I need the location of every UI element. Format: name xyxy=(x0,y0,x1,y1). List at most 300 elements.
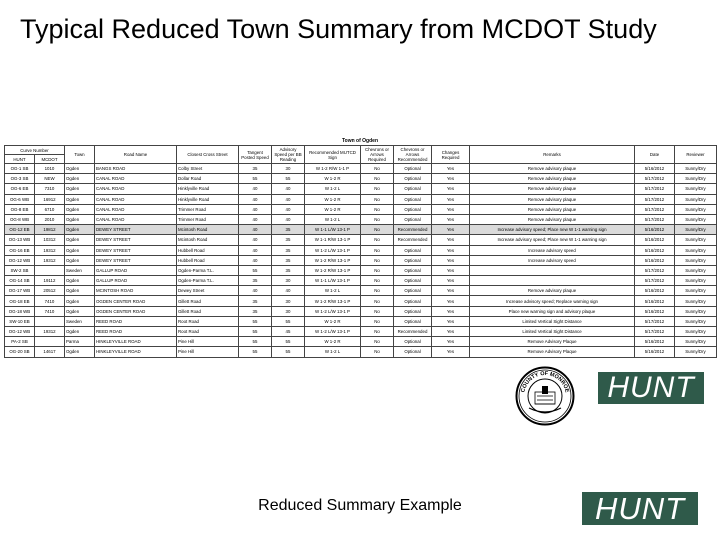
table-cell-date: 5/17/2012 xyxy=(635,214,675,224)
table-cell-sign: W 1-2 R xyxy=(305,316,361,326)
table-cell-road: OGDEN CENTER ROAD xyxy=(95,296,177,306)
table-cell-adv: 35 xyxy=(272,235,305,245)
table-cell-hunt: OG-18 WB xyxy=(5,306,35,316)
table-cell-cross: Hinklyville Road xyxy=(177,184,239,194)
table-cell-sign: W 1-1 R/W 13-1 P xyxy=(305,235,361,245)
table-cell-mcdot: 20512 xyxy=(35,286,65,296)
table-cell-hunt: OG-13 WB xyxy=(5,235,35,245)
table-cell-chg: Yes xyxy=(432,347,470,357)
table-cell-chg: Yes xyxy=(432,174,470,184)
table-cell-road: GALLUP ROAD xyxy=(95,265,177,275)
table-cell-req: No xyxy=(361,194,394,204)
table-cell-date: 5/17/2012 xyxy=(635,184,675,194)
table-cell-mcdot xyxy=(35,265,65,275)
table-cell-mcdot: 7410 xyxy=(35,296,65,306)
table-cell-mcdot: 1010 xyxy=(35,164,65,174)
table-cell-req: No xyxy=(361,347,394,357)
table-cell-road: HINKLEYVILLE ROAD xyxy=(95,347,177,357)
col-header: Remarks xyxy=(470,146,635,164)
table-cell-remarks: Remove advisory plaque xyxy=(470,164,635,174)
table-cell-rev: Sunny/Dry xyxy=(675,225,717,235)
table-cell-rec: Optional xyxy=(394,347,432,357)
table-cell-remarks: Remove Advisory Plaque xyxy=(470,337,635,347)
table-cell-rec: Optional xyxy=(394,296,432,306)
table-row xyxy=(5,276,717,286)
table-cell-rev: Sunny/Dry xyxy=(675,327,717,337)
table-cell-sign: W 1-2 R/W 13-1 P xyxy=(305,255,361,265)
table-cell-rec: Optional xyxy=(394,337,432,347)
table-cell-sign: W 1-2 R xyxy=(305,174,361,184)
table-row xyxy=(5,306,717,316)
table-cell-sign: W 1-1 L/W 13-1 P xyxy=(305,276,361,286)
table-cell-sign: W 1-2 L/W 13-1 P xyxy=(305,327,361,337)
table-cell-adv: 40 xyxy=(272,214,305,224)
table-cell-road: BANGS ROAD xyxy=(95,164,177,174)
table-cell-date: 5/16/2012 xyxy=(635,296,675,306)
table-cell-mcdot: 19312 xyxy=(35,327,65,337)
table-cell-chg: Yes xyxy=(432,327,470,337)
table-cell-cross: Mcintosh Road xyxy=(177,225,239,235)
col-header: Reviewer xyxy=(675,146,717,164)
table-cell-adv: 35 xyxy=(272,225,305,235)
table-cell-town: Ogden xyxy=(65,286,95,296)
table-cell-speed: 55 xyxy=(239,337,272,347)
table-cell-rec: Optional xyxy=(394,214,432,224)
table-cell-mcdot xyxy=(35,316,65,326)
table-cell-mcdot: 10312 xyxy=(35,235,65,245)
table-cell-remarks xyxy=(470,265,635,275)
table-cell-adv: 55 xyxy=(272,174,305,184)
table-cell-cross: Dollar Road xyxy=(177,174,239,184)
table-cell-mcdot xyxy=(35,337,65,347)
svg-text:COUNTY OF MONROE: COUNTY OF MONROE xyxy=(520,370,570,394)
table-cell-date: 5/16/2012 xyxy=(635,235,675,245)
table-cell-rec: Optional xyxy=(394,245,432,255)
table-cell-remarks: Remove Advisory Plaque xyxy=(470,347,635,357)
table-cell-hunt: OG-12 EB xyxy=(5,225,35,235)
col-header: Date xyxy=(635,146,675,164)
table-cell-remarks: Limited Vertical Sight Distance xyxy=(470,327,635,337)
table-row xyxy=(5,164,717,174)
table-cell-speed: 55 xyxy=(239,316,272,326)
table-row xyxy=(5,265,717,275)
table-cell-req: No xyxy=(361,265,394,275)
table-cell-date: 5/16/2012 xyxy=(635,286,675,296)
table-cell-rec: Optional xyxy=(394,306,432,316)
table-cell-chg: Yes xyxy=(432,337,470,347)
table-cell-road: DEWEY STREET xyxy=(95,225,177,235)
table-cell-rev: Sunny/Dry xyxy=(675,204,717,214)
table-row xyxy=(5,255,717,265)
table-cell-rec: Optional xyxy=(394,286,432,296)
table-cell-speed: 35 xyxy=(239,296,272,306)
table-cell-chg: Yes xyxy=(432,265,470,275)
table-cell-remarks: Limited Vertical Sight Distance xyxy=(470,316,635,326)
table-cell-date: 5/16/2012 xyxy=(635,306,675,316)
table-cell-road: DEWEY STREET xyxy=(95,235,177,245)
table-cell-town: Ogden xyxy=(65,225,95,235)
table-cell-remarks: Increase advisory speed xyxy=(470,245,635,255)
table-cell-rev: Sunny/Dry xyxy=(675,255,717,265)
table-cell-req: No xyxy=(361,306,394,316)
table-cell-req: No xyxy=(361,327,394,337)
table-cell-speed: 55 xyxy=(239,174,272,184)
table-cell-speed: 40 xyxy=(239,255,272,265)
table-cell-remarks: Increase advisory speed; Place new W 1-1 warning sign xyxy=(470,225,635,235)
table-cell-road: OGDEN CENTER ROAD xyxy=(95,306,177,316)
table-cell-chg: Yes xyxy=(432,184,470,194)
table-cell-rev: Sunny/Dry xyxy=(675,337,717,347)
table-cell-req: No xyxy=(361,235,394,245)
table-cell-rev: Sunny/Dry xyxy=(675,164,717,174)
table-cell-hunt: OG-3 SB xyxy=(5,174,35,184)
table-cell-road: CANAL ROAD xyxy=(95,194,177,204)
table-cell-mcdot: 2010 xyxy=(35,214,65,224)
table-cell-date: 5/16/2012 xyxy=(635,245,675,255)
table-cell-speed: 40 xyxy=(239,214,272,224)
table-cell-cross: Trimmer Road xyxy=(177,214,239,224)
table-cell-hunt: OG-20 SB xyxy=(5,347,35,357)
table-cell-date: 5/16/2012 xyxy=(635,337,675,347)
table-cell-road: CANAL ROAD xyxy=(95,214,177,224)
table-cell-cross: Root Road xyxy=(177,316,239,326)
table-cell-hunt: SW-10 EB xyxy=(5,316,35,326)
table-cell-adv: 40 xyxy=(272,204,305,214)
table-cell-rec: Optional xyxy=(394,265,432,275)
table-cell-date: 5/16/2012 xyxy=(635,164,675,174)
table-cell-road: DEWEY STREET xyxy=(95,255,177,265)
table-cell-road: CANAL ROAD xyxy=(95,184,177,194)
table-cell-remarks: Increase advisory speed xyxy=(470,255,635,265)
table-cell-date: 5/17/2012 xyxy=(635,174,675,184)
table-cell-hunt: OG-14 SB xyxy=(5,276,35,286)
table-cell-town: Ogden xyxy=(65,245,95,255)
table-cell-adv: 35 xyxy=(272,265,305,275)
table-cell-cross: Pine Hill xyxy=(177,337,239,347)
hunt-logo-bottom: HUNT xyxy=(582,492,698,525)
table-cell-chg: Yes xyxy=(432,296,470,306)
table-cell-town: Ogden xyxy=(65,204,95,214)
table-cell-mcdot: 19112 xyxy=(35,276,65,286)
table-cell-town: Ogden xyxy=(65,347,95,357)
col-header: HUNT xyxy=(5,155,35,164)
table-cell-remarks: Remove advisory plaque xyxy=(470,174,635,184)
table-cell-mcdot: 19312 xyxy=(35,245,65,255)
table-cell-hunt: OG-17 WB xyxy=(5,286,35,296)
table-cell-speed: 55 xyxy=(239,327,272,337)
table-cell-sign: W 1-1 L/W 13-1 P xyxy=(305,225,361,235)
col-header: MCDOT xyxy=(35,155,65,164)
table-cell-rec: Optional xyxy=(394,255,432,265)
table-cell-rec: Optional xyxy=(394,204,432,214)
table-cell-speed: 40 xyxy=(239,235,272,245)
table-cell-remarks xyxy=(470,276,635,286)
table-cell-date: 5/17/2012 xyxy=(635,265,675,275)
table-cell-speed: 35 xyxy=(239,276,272,286)
table-cell-adv: 30 xyxy=(272,296,305,306)
table-cell-sign: W 1-2 R xyxy=(305,337,361,347)
table-cell-sign: W 1-2 R xyxy=(305,204,361,214)
table-cell-road: DEWEY STREET xyxy=(95,245,177,255)
table-cell-remarks: Remove advisory plaque xyxy=(470,184,635,194)
table-cell-mcdot: 14617 xyxy=(35,347,65,357)
table-cell-cross: Root Road xyxy=(177,327,239,337)
table-cell-cross: Mcintosh Road xyxy=(177,235,239,245)
slide-subcaption: Reduced Summary Example xyxy=(258,497,462,514)
table-cell-rev: Sunny/Dry xyxy=(675,194,717,204)
table-cell-hunt: OG-8 EB xyxy=(5,204,35,214)
col-header: Chevrons or Arrows Required xyxy=(361,146,394,164)
table-cell-cross: Dewey Street xyxy=(177,286,239,296)
table-cell-chg: Yes xyxy=(432,286,470,296)
table-row xyxy=(5,316,717,326)
table-cell-adv: 55 xyxy=(272,316,305,326)
table-cell-sign: W 1-2 L xyxy=(305,286,361,296)
summary-table-container xyxy=(4,137,716,358)
table-cell-remarks: Place new warning sign and advisory plaque xyxy=(470,306,635,316)
table-cell-sign: W 1-2 R/W 13-1 P xyxy=(305,265,361,275)
table-cell-date: 5/17/2012 xyxy=(635,194,675,204)
table-cell-req: No xyxy=(361,316,394,326)
table-row xyxy=(5,245,717,255)
table-cell-req: No xyxy=(361,174,394,184)
table-row xyxy=(5,174,717,184)
table-cell-hunt: OG-12 WB xyxy=(5,255,35,265)
table-cell-rec: Optional xyxy=(394,276,432,286)
slide-title: Typical Reduced Town Summary from MCDOT Study xyxy=(20,14,657,44)
table-cell-cross: Gillett Road xyxy=(177,296,239,306)
col-header: Recommended MUTCD Sign xyxy=(305,146,361,164)
table-cell-hunt: OG-1 SB xyxy=(5,164,35,174)
table-cell-chg: Yes xyxy=(432,255,470,265)
table-cell-speed: 40 xyxy=(239,286,272,296)
table-cell-cross: Gillett Road xyxy=(177,306,239,316)
table-cell-town: Ogden xyxy=(65,276,95,286)
table-cell-town: Ogden xyxy=(65,296,95,306)
table-cell-remarks: Remove advisory plaque xyxy=(470,286,635,296)
table-cell-adv: 40 xyxy=(272,286,305,296)
table-cell-speed: 40 xyxy=(239,194,272,204)
table-cell-road: GALLUP ROAD xyxy=(95,276,177,286)
table-cell-speed: 40 xyxy=(239,204,272,214)
table-cell-remarks: Increase advisory speed; Replace warning sign xyxy=(470,296,635,306)
table-cell-speed: 55 xyxy=(239,347,272,357)
col-header: Road Name xyxy=(95,146,177,164)
table-cell-remarks: Remove advisory plaque xyxy=(470,194,635,204)
table-cell-chg: Yes xyxy=(432,276,470,286)
table-cell-adv: 35 xyxy=(272,255,305,265)
table-cell-cross: Hubbell Road xyxy=(177,245,239,255)
table-cell-req: No xyxy=(361,184,394,194)
table-row xyxy=(5,184,717,194)
table-cell-mcdot: NEW xyxy=(35,174,65,184)
table-cell-road: CANAL ROAD xyxy=(95,204,177,214)
table-cell-hunt: OG-6 WB xyxy=(5,194,35,204)
table-cell-chg: Yes xyxy=(432,214,470,224)
table-row xyxy=(5,225,717,235)
table-cell-mcdot: 7410 xyxy=(35,306,65,316)
table-cell-chg: Yes xyxy=(432,194,470,204)
table-cell-rec: Recommended xyxy=(394,235,432,245)
table-cell-adv: 30 xyxy=(272,306,305,316)
curve-number-header: Curve Number xyxy=(5,146,65,155)
col-header: Advisory Speed per BB Reading xyxy=(272,146,305,164)
table-cell-adv: 40 xyxy=(272,194,305,204)
table-cell-town: Ogden xyxy=(65,327,95,337)
table-row xyxy=(5,286,717,296)
table-row xyxy=(5,194,717,204)
table-cell-adv: 30 xyxy=(272,276,305,286)
table-cell-rec: Optional xyxy=(394,194,432,204)
table-cell-speed: 55 xyxy=(239,265,272,275)
table-cell-date: 5/16/2012 xyxy=(635,347,675,357)
table-cell-mcdot: 16912 xyxy=(35,194,65,204)
table-cell-town: Ogden xyxy=(65,214,95,224)
table-row xyxy=(5,214,717,224)
table-row xyxy=(5,235,717,245)
table-cell-hunt: PA-2 SB xyxy=(5,337,35,347)
table-cell-cross: Ogden-Parma T.L. xyxy=(177,276,239,286)
table-row xyxy=(5,204,717,214)
table-cell-rec: Recommended xyxy=(394,327,432,337)
table-cell-town: Parma xyxy=(65,337,95,347)
table-cell-sign: W 1-2 L xyxy=(305,214,361,224)
table-cell-date: 5/17/2012 xyxy=(635,316,675,326)
table-cell-req: No xyxy=(361,225,394,235)
table-cell-rec: Optional xyxy=(394,316,432,326)
table-cell-rev: Sunny/Dry xyxy=(675,296,717,306)
table-cell-req: No xyxy=(361,286,394,296)
table-cell-adv: 35 xyxy=(272,245,305,255)
table-caption: Town of Ogden xyxy=(341,138,378,144)
table-cell-hunt: OG-12 WB xyxy=(5,327,35,337)
table-cell-chg: Yes xyxy=(432,204,470,214)
table-cell-cross: Ogden-Parma T.L. xyxy=(177,265,239,275)
table-cell-town: Ogden xyxy=(65,235,95,245)
table-cell-adv: 55 xyxy=(272,347,305,357)
table-cell-sign: W 1-2 L/W 13-1 P xyxy=(305,245,361,255)
table-row xyxy=(5,327,717,337)
table-cell-cross: Hubbell Road xyxy=(177,255,239,265)
table-cell-req: No xyxy=(361,164,394,174)
table-cell-chg: Yes xyxy=(432,235,470,245)
table-cell-road: HINKLEYVILLE ROAD xyxy=(95,337,177,347)
table-cell-rev: Sunny/Dry xyxy=(675,214,717,224)
table-cell-chg: Yes xyxy=(432,306,470,316)
table-cell-rev: Sunny/Dry xyxy=(675,316,717,326)
col-header: Chevrons or Arrows Recommended xyxy=(394,146,432,164)
table-cell-req: No xyxy=(361,204,394,214)
table-cell-chg: Yes xyxy=(432,225,470,235)
table-row xyxy=(5,337,717,347)
table-cell-sign: W 1-2 R/W 1-1 P xyxy=(305,164,361,174)
table-cell-chg: Yes xyxy=(432,316,470,326)
table-cell-hunt: OG-6 EB xyxy=(5,184,35,194)
table-row xyxy=(5,347,717,357)
table-cell-cross: Pine Hill xyxy=(177,347,239,357)
table-cell-road: CANAL ROAD xyxy=(95,174,177,184)
table-cell-remarks: Remove advisory plaque xyxy=(470,214,635,224)
table-cell-rev: Sunny/Dry xyxy=(675,174,717,184)
table-cell-rec: Optional xyxy=(394,164,432,174)
table-cell-adv: 30 xyxy=(272,164,305,174)
table-cell-speed: 35 xyxy=(239,306,272,316)
table-cell-town: Sweden xyxy=(65,316,95,326)
table-cell-sign: W 1-2 R xyxy=(305,194,361,204)
col-header: Tangent Posted Speed xyxy=(239,146,272,164)
table-cell-rev: Sunny/Dry xyxy=(675,265,717,275)
table-cell-town: Ogden xyxy=(65,306,95,316)
table-cell-rec: Optional xyxy=(394,184,432,194)
table-cell-rev: Sunny/Dry xyxy=(675,347,717,357)
table-cell-cross: Hinklyville Road xyxy=(177,194,239,204)
table-cell-road: REED ROAD xyxy=(95,327,177,337)
county-seal-icon xyxy=(515,366,575,426)
table-cell-mcdot: 19812 xyxy=(35,225,65,235)
table-cell-rev: Sunny/Dry xyxy=(675,245,717,255)
table-cell-sign: W 1-2 L xyxy=(305,184,361,194)
table-cell-sign: W 1-2 L xyxy=(305,347,361,357)
table-cell-date: 5/16/2012 xyxy=(635,225,675,235)
table-cell-req: No xyxy=(361,337,394,347)
table-cell-town: Ogden xyxy=(65,255,95,265)
table-cell-cross: Colby Street xyxy=(177,164,239,174)
table-cell-rec: Optional xyxy=(394,174,432,184)
col-header: Changes Required xyxy=(432,146,470,164)
table-cell-req: No xyxy=(361,245,394,255)
table-cell-remarks: Remove advisory plaque xyxy=(470,204,635,214)
table-cell-hunt: OG-8 WB xyxy=(5,214,35,224)
table-cell-speed: 35 xyxy=(239,164,272,174)
hunt-logo-top: HUNT xyxy=(598,372,704,404)
table-cell-speed: 40 xyxy=(239,245,272,255)
table-cell-hunt: OG-18 EB xyxy=(5,296,35,306)
table-cell-adv: 55 xyxy=(272,337,305,347)
table-cell-req: No xyxy=(361,276,394,286)
table-cell-mcdot: 6710 xyxy=(35,204,65,214)
table-cell-sign: W 1-2 L/W 13-1 P xyxy=(305,306,361,316)
table-cell-date: 5/17/2012 xyxy=(635,276,675,286)
table-cell-town: Ogden xyxy=(65,174,95,184)
col-header: Closest Cross Street xyxy=(177,146,239,164)
group-header-row xyxy=(5,146,717,155)
table-row xyxy=(5,296,717,306)
table-cell-mcdot: 19312 xyxy=(35,255,65,265)
table-cell-road: REED ROAD xyxy=(95,316,177,326)
table-cell-chg: Yes xyxy=(432,164,470,174)
table-cell-rev: Sunny/Dry xyxy=(675,235,717,245)
table-cell-town: Ogden xyxy=(65,164,95,174)
table-cell-cross: Trimmer Road xyxy=(177,204,239,214)
table-cell-date: 5/16/2012 xyxy=(635,255,675,265)
table-cell-speed: 40 xyxy=(239,184,272,194)
table-cell-town: Sweden xyxy=(65,265,95,275)
table-cell-mcdot: 7310 xyxy=(35,184,65,194)
table-body xyxy=(5,164,717,358)
table-cell-rev: Sunny/Dry xyxy=(675,306,717,316)
table-cell-req: No xyxy=(361,255,394,265)
table-cell-road: MCINTOSH ROAD xyxy=(95,286,177,296)
table-cell-rev: Sunny/Dry xyxy=(675,276,717,286)
table-cell-adv: 40 xyxy=(272,184,305,194)
table-cell-adv: 45 xyxy=(272,327,305,337)
table-cell-req: No xyxy=(361,214,394,224)
table-cell-remarks: Increase advisory speed; Place new W 1-1 warning sign xyxy=(470,235,635,245)
table-cell-req: No xyxy=(361,296,394,306)
table-cell-chg: Yes xyxy=(432,245,470,255)
table-cell-rec: Recommended xyxy=(394,225,432,235)
table-cell-date: 5/17/2012 xyxy=(635,204,675,214)
